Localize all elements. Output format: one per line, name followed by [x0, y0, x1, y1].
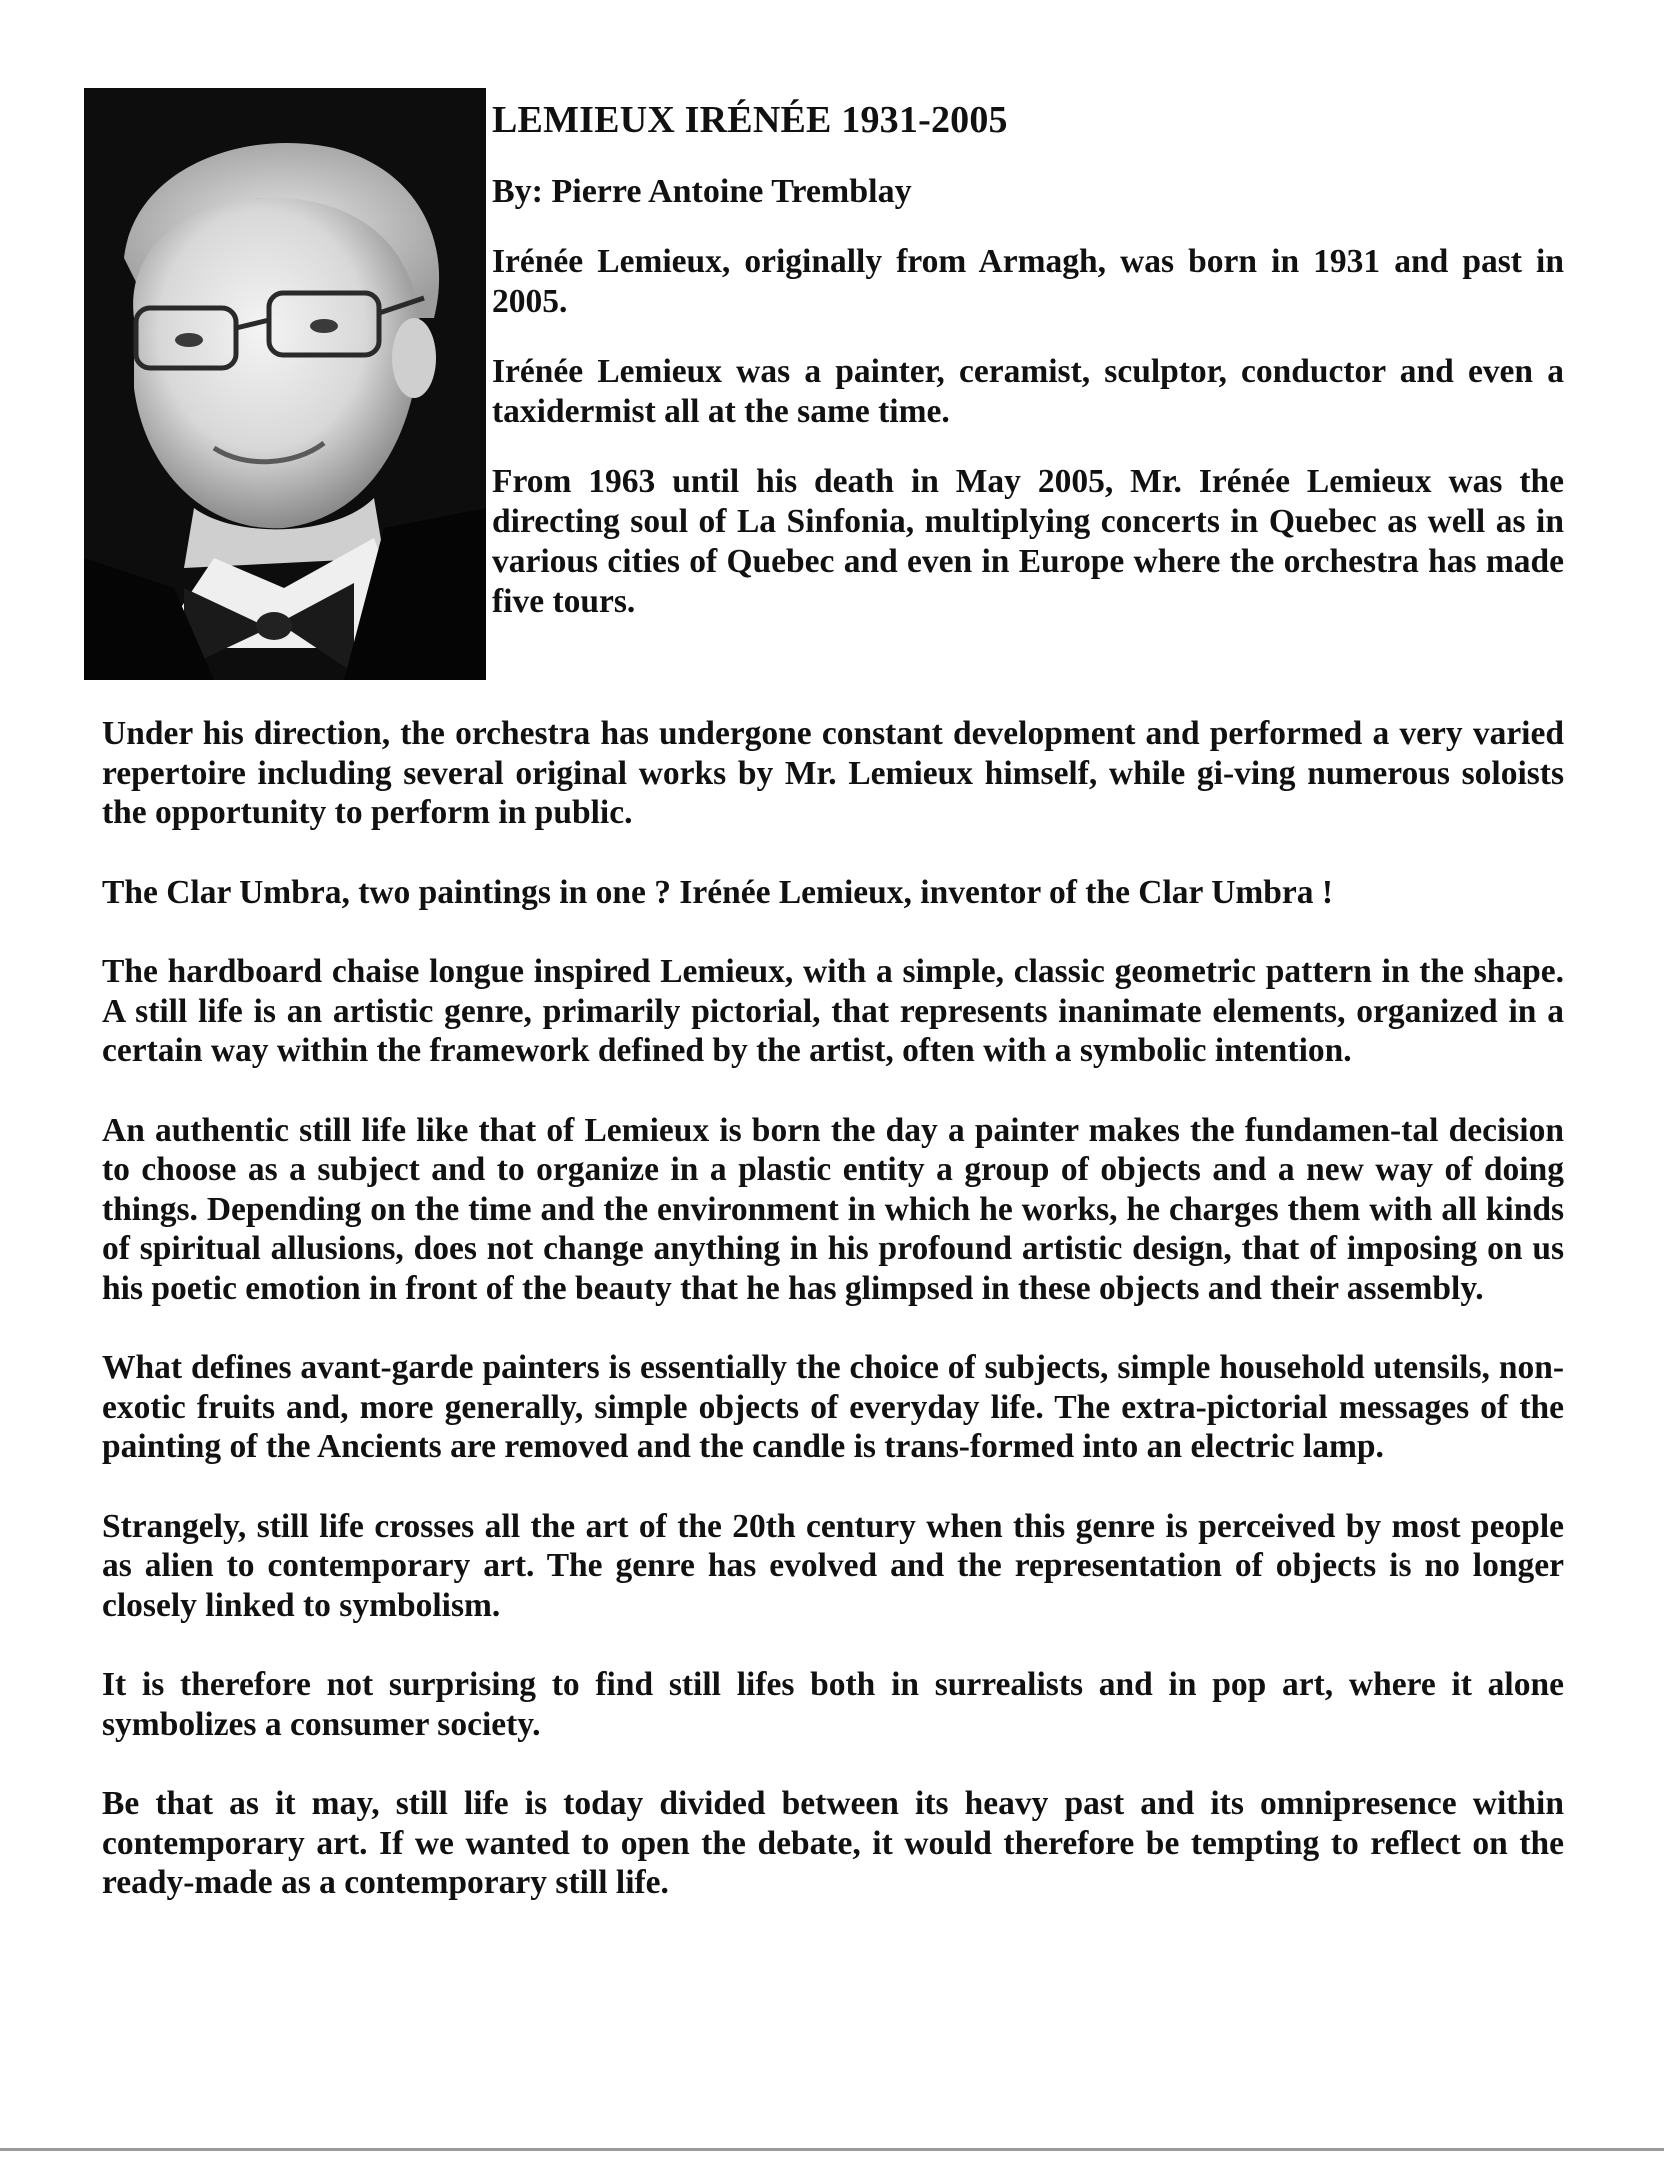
body-paragraph-6: Strangely, still life crosses all the art of the 20th century when this genre is perceived by most people as alien to contemporary art. The genre has evolved and the representation of objects is no longer closely linked to symbolism.: [102, 1507, 1564, 1624]
body-paragraph-7: It is therefore not surprising to find still lifes both in surrealists and in pop art, where it alone symbolizes a consumer society.: [102, 1666, 1564, 1743]
portrait-photo: [84, 88, 486, 680]
intro-paragraph-1: Irénée Lemieux, originally from Armagh, was born in 1931 and past in 2005.: [492, 243, 1564, 321]
body-paragraph-8: Be that as it may, still life is today divided between its heavy past and its omnipresence within contemporary art. If we wanted to open the debate, it would therefore be tempting to reflect on the ready-made as a contemporary still life.: [102, 1785, 1564, 1901]
page-bottom-rule: [0, 2148, 1664, 2151]
article-header: [492, 98, 1564, 652]
body-paragraph-3: The hardboard chaise longue inspired Lemieux, with a simple, classic geometric pattern in the shape. A still life is an artistic genre, primarily pictorial, that represents inanimate elements, organized in a certain way within the framework defined by the artist, often with a symbolic intention.: [102, 953, 1564, 1069]
intro-paragraph-2: Irénée Lemieux was a painter, ceramist, sculptor, conductor and even a taxidermist all at the same time.: [492, 353, 1564, 431]
body-paragraph-5: What defines avant-garde painters is essentially the choice of subjects, simple household utensils, non-exotic fruits and, more generally, simple objects of everyday life. The extra-pictorial messages of the painting of the Ancients are removed and the candle is trans-formed into an electric lamp.: [102, 1349, 1564, 1465]
article-byline: By: Pierre Antoine Tremblay: [492, 172, 912, 210]
body-paragraph-2: The Clar Umbra, two paintings in one ? Irénée Lemieux, inventor of the Clar Umbra !: [102, 873, 1334, 911]
body-paragraph-1: Under his direction, the orchestra has undergone constant development and performed a very varied repertoire including several original works by Mr. Lemieux himself, while gi-ving numerous soloists the opportunity to perform in public.: [102, 715, 1564, 831]
article-title: LEMIEUX IRÉNÉE 1931-2005: [492, 99, 1008, 141]
article-body: [102, 714, 1564, 1943]
portrait-illustration: [84, 88, 486, 680]
body-paragraph-4: An authentic still life like that of Lemieux is born the day a painter makes the fundamen-tal decision to choose as a subject and to organize in a plastic entity a group of objects and a new way of doing things. Depending on the time and the environment in which he works, he charges them with all kinds of spiritual allusions, does not change anything in his profound artistic design, that of imposing on us his poetic emotion in front of the beauty that he has glimpsed in these objects and their assembly.: [102, 1111, 1564, 1307]
intro-paragraph-3: From 1963 until his death in May 2005, Mr. Irénée Lemieux was the directing soul of La Sinfonia, multiplying concerts in Quebec as well as in various cities of Quebec and even in Europe where the orchestra has made five tours.: [492, 463, 1564, 621]
